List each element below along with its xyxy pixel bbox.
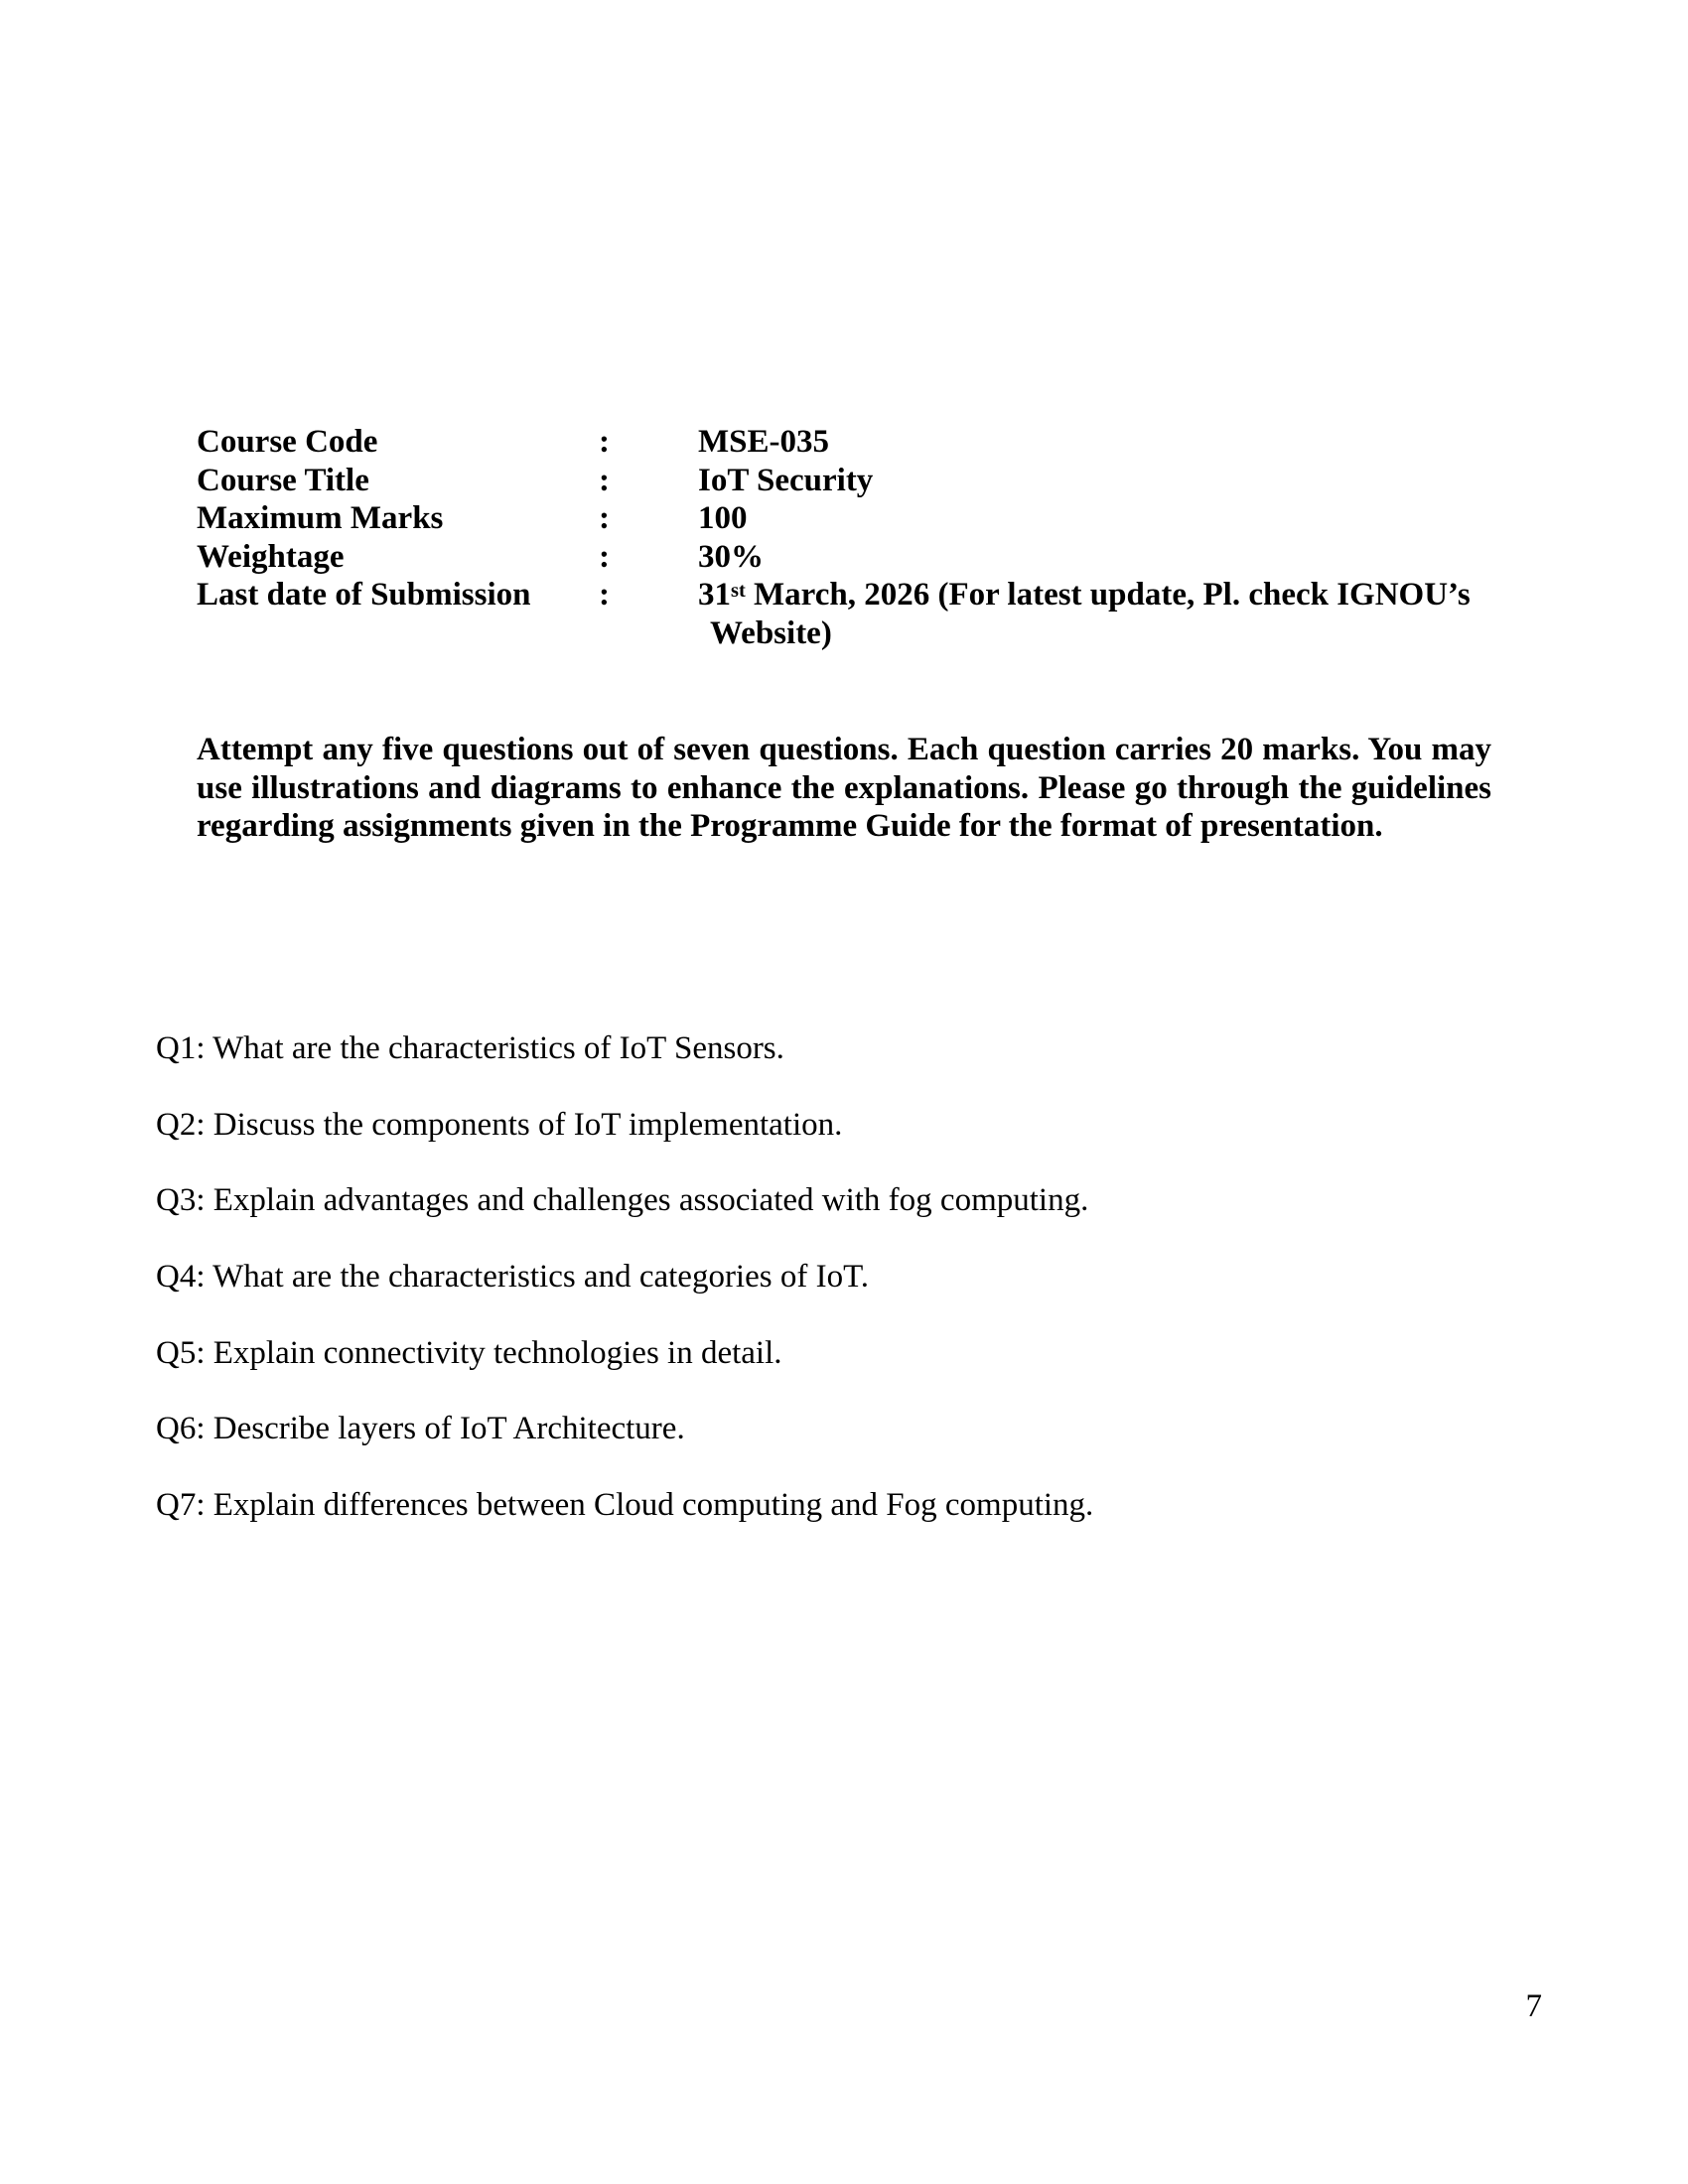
course-code-value: MSE-035 — [698, 424, 829, 460]
last-date-label: Last date of Submission — [197, 577, 531, 613]
colon-separator: : — [599, 538, 610, 575]
course-title-value: IoT Security — [698, 462, 874, 498]
course-code-row — [197, 423, 1497, 462]
question-q1: Q1: What are the characteristics of IoT Sensors. — [156, 1030, 784, 1066]
colon-separator: : — [599, 500, 610, 536]
question-q7: Q7: Explain differences between Cloud computing and Fog computing. — [156, 1487, 1094, 1524]
colon-separator: : — [599, 424, 610, 460]
last-date-value — [698, 576, 1497, 652]
ordinal-suffix: st — [731, 580, 746, 603]
question-q4: Q4: What are the characteristics and categories of IoT. — [156, 1259, 870, 1296]
maximum-marks-row — [197, 499, 1497, 538]
submission-date-rest: March, 2026 (For latest update, Pl. check IGNOU’s — [745, 577, 1471, 613]
maximum-marks-value: 100 — [698, 500, 748, 536]
question-q2: Q2: Discuss the components of IoT implementation. — [156, 1106, 843, 1143]
question-q6: Q6: Describe layers of IoT Architecture. — [156, 1411, 685, 1447]
weightage-label: Weightage — [197, 538, 345, 575]
colon-separator: : — [599, 577, 610, 613]
questions-list — [156, 1029, 1546, 1563]
maximum-marks-label: Maximum Marks — [197, 500, 444, 536]
page-number: 7 — [1525, 1988, 1542, 2024]
submission-date-line2: Website) — [710, 614, 832, 651]
question-q5: Q5: Explain connectivity technologies in detail. — [156, 1334, 782, 1371]
course-title-row — [197, 462, 1497, 500]
colon-separator: : — [599, 462, 610, 498]
course-title-label: Course Title — [197, 462, 369, 498]
instructions-paragraph: Attempt any five questions out of seven questions. Each question carries 20 marks. You may use illustrations and diagrams to enhance the explanations. Please go through the guidelines regarding assignments given in the Programme Guide for the format of presentation. — [197, 732, 1491, 844]
submission-day: 31 — [698, 577, 731, 613]
weightage-value: 30% — [698, 538, 764, 575]
course-code-label: Course Code — [197, 424, 378, 460]
question-q3: Q3: Explain advantages and challenges associated with fog computing. — [156, 1182, 1089, 1219]
weightage-row — [197, 538, 1497, 577]
last-date-row — [197, 576, 1497, 652]
course-info-block — [197, 423, 1497, 652]
